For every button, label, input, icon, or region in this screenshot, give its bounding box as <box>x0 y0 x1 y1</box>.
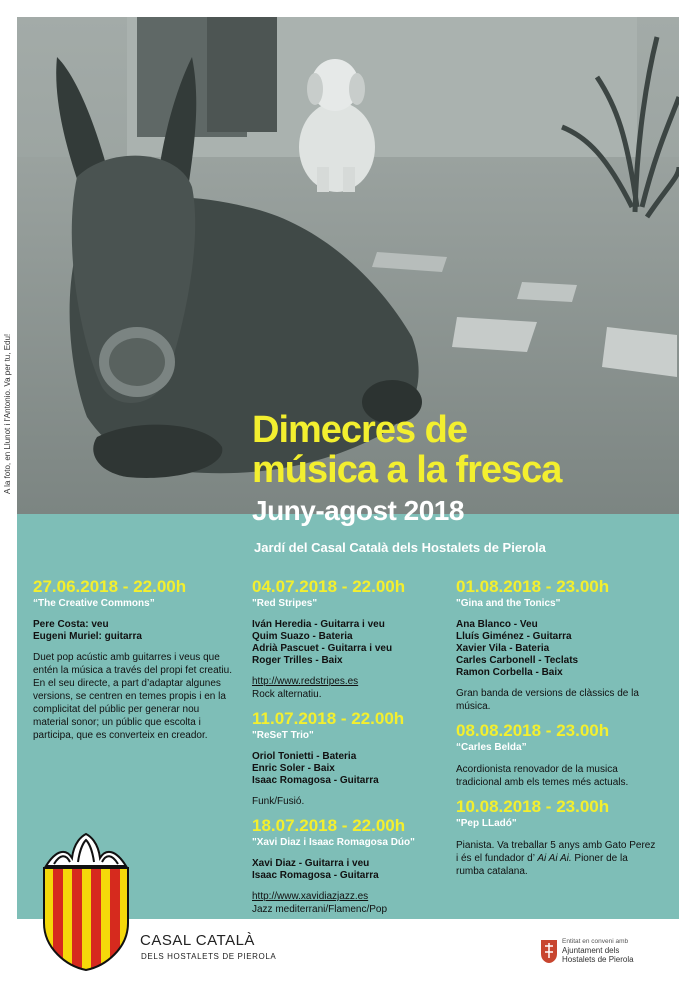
event-date: 11.07.2018 - 22.00h <box>252 709 405 728</box>
casal-name: CASAL CATALÀ <box>140 932 255 949</box>
event-date: 08.08.2018 - 23.00h <box>456 721 610 740</box>
event-description: Acordionista renovador de la musica tradicional amb els temes més actuals. <box>456 764 629 788</box>
band-name-emphasis: Ai Ai Ai. <box>537 853 572 864</box>
ajuntament-note: Entitat en conveni amb <box>562 938 629 945</box>
event-description <box>456 839 656 878</box>
event-member: Adrià Pascuet - Guitarra i veu <box>252 643 393 654</box>
event-member: Xavi Diaz - Guitarra i veu <box>252 858 370 869</box>
casal-catala-crest <box>36 828 136 973</box>
ajuntament-emblem-icon <box>540 938 558 964</box>
venue: Jardí del Casal Català dels Hostalets de Pierola <box>254 540 546 555</box>
event-04-07 <box>252 577 442 701</box>
event-date: 04.07.2018 - 22.00h <box>252 577 406 596</box>
event-genre: Jazz mediterrani/Flamenc/Pop <box>252 904 388 915</box>
event-date: 01.08.2018 - 23.00h <box>456 577 610 596</box>
event-member: Eugeni Muriel: guitarra <box>33 631 142 642</box>
event-member: Xavier Vila - Bateria <box>456 643 550 654</box>
event-band: “Carles Belda” <box>456 742 527 753</box>
event-website-link[interactable]: http://www.redstripes.es <box>252 676 359 687</box>
event-date: 10.08.2018 - 23.00h <box>456 797 610 816</box>
event-member: Oriol Tonietti - Bateria <box>252 751 357 762</box>
crest-shield-icon <box>36 828 136 973</box>
casal-subtitle: DELS HOSTALETS DE PIEROLA <box>141 952 277 961</box>
event-member: Pere Costa: veu <box>33 619 109 630</box>
event-genre: Rock alternatiu. <box>252 689 322 700</box>
event-band: "ReSeT Trio" <box>252 730 314 741</box>
event-member: Ramon Corbella - Baix <box>456 667 563 678</box>
event-member: Carles Carbonell - Teclats <box>456 655 579 666</box>
event-band: "Pep LLadó" <box>456 818 517 829</box>
event-band: "Gina and the Tonics" <box>456 598 561 609</box>
event-member: Ana Blanco - Veu <box>456 619 538 630</box>
event-member: Roger Trilles - Baix <box>252 655 343 666</box>
ajuntament-logo <box>540 938 680 968</box>
event-description: Duet pop acústic amb guitarres i veus que entén la música a través del propi fet creatiu. En el seu directe, a part d’adaptar algunes versions, se centren en temes propis i en la complicitat del públic per generar nou material sonor; un públic que escolta i participa, que es converteix en creador. <box>33 652 232 741</box>
event-member: Quim Suazo - Bateria <box>252 631 353 642</box>
event-member: Lluís Giménez - Guitarra <box>456 631 572 642</box>
event-band: "Red Stripes" <box>252 598 318 609</box>
event-11-07 <box>252 709 442 808</box>
events-column-2 <box>252 577 442 924</box>
event-member: Isaac Romagosa - Guitarra <box>252 870 379 881</box>
event-date: 18.07.2018 - 22.00h <box>252 816 406 835</box>
poster-title <box>252 410 682 490</box>
event-08-08 <box>456 721 656 789</box>
ajuntament-name-line-1: Ajuntament dels <box>562 946 620 955</box>
event-band: "Xavi Diaz i Isaac Romagosa Dúo" <box>252 837 415 848</box>
event-description: Gran banda de versions de clàssics de la música. <box>456 688 639 712</box>
title-line-2: música a la fresca <box>252 449 562 491</box>
event-description-part: Pianista. Va treballar 5 anys amb Gato Perez i és el fundador d’ <box>456 840 656 864</box>
event-member: Enric Soler - Baix <box>252 763 335 774</box>
event-date: 27.06.2018 - 22.00h <box>33 577 187 596</box>
events-column-3 <box>456 577 656 886</box>
date-range: Juny-agost 2018 <box>252 495 464 526</box>
event-website-link[interactable]: http://www.xavidiazjazz.es <box>252 891 369 902</box>
event-27-06 <box>33 577 233 742</box>
event-description-part: Pioner de la rumba catalana. <box>456 853 628 877</box>
event-01-08 <box>456 577 656 713</box>
event-genre: Funk/Fusió. <box>252 796 305 807</box>
event-18-07 <box>252 816 442 916</box>
events-column-1 <box>33 577 233 750</box>
title-line-1: Dimecres de <box>252 409 468 451</box>
event-band: “The Creative Commons” <box>33 598 155 609</box>
photo-credit: A la foto, en Llunot i l'Antonio. Va per tu, Edu! <box>3 333 12 494</box>
event-member: Isaac Romagosa - Guitarra <box>252 775 379 786</box>
event-member: Iván Heredia - Guitarra i veu <box>252 619 385 630</box>
event-10-08 <box>456 797 656 878</box>
ajuntament-name-line-2: Hostalets de Pierola <box>562 955 634 964</box>
